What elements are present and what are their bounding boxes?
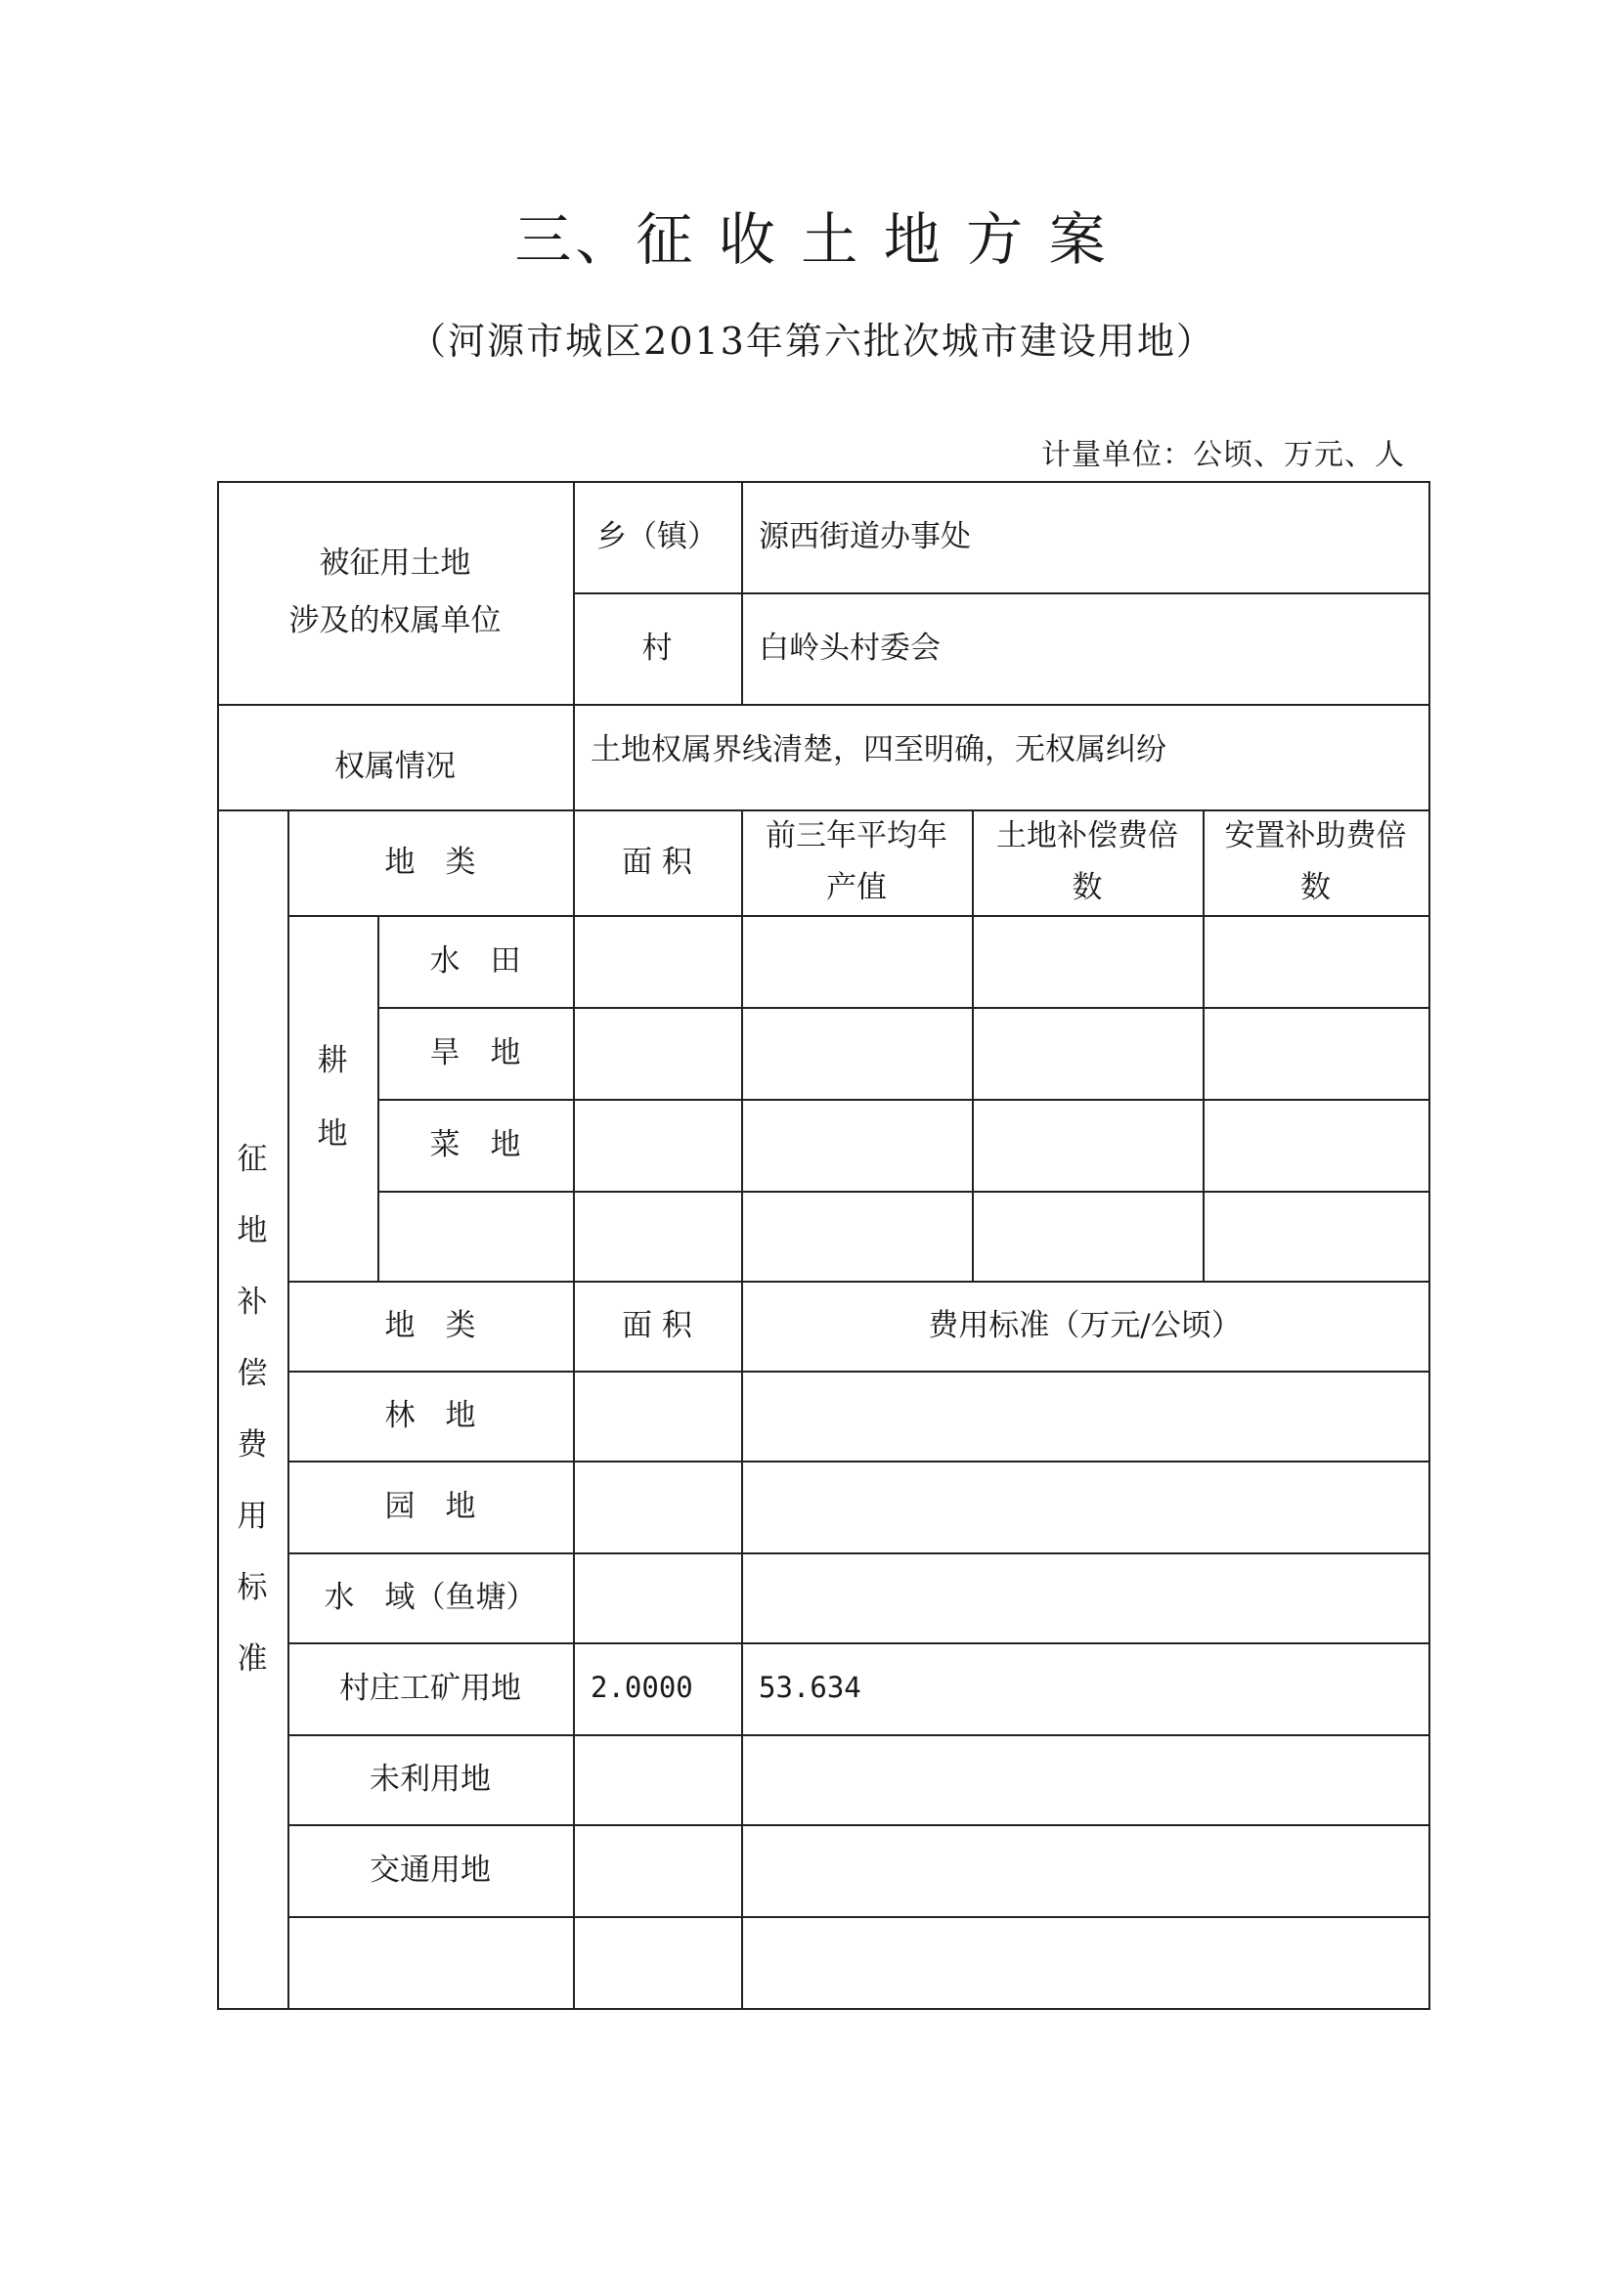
- land-row-name: 水 域（鱼塘）: [324, 1579, 537, 1615]
- village-label: 村: [641, 630, 673, 666]
- divider: [573, 809, 575, 2010]
- header-land-comp-line2: 数: [1072, 870, 1103, 905]
- header-area-2: 面 积: [622, 1307, 692, 1343]
- page-title: 三、征 收 土 地 方 案: [514, 206, 1110, 273]
- village-value: 白岭头村委会: [759, 630, 941, 666]
- land-row-area: 2.0000: [591, 1671, 693, 1705]
- compensation-side-label: [217, 809, 287, 2010]
- farmland-group-label: [287, 915, 377, 1281]
- land-row-name: 未利用地: [370, 1761, 491, 1797]
- header-fee-standard: 费用标准（万元/公顷）: [928, 1307, 1242, 1343]
- side-char: 偿: [237, 1356, 268, 1391]
- owner-section-label: [217, 481, 573, 704]
- table-border-bottom: [217, 2008, 1430, 2010]
- land-row-standard: 53.634: [759, 1671, 861, 1705]
- ownership-label: 权属情况: [334, 748, 456, 784]
- page-subtitle: （河源市城区2013年第六批次城市建设用地）: [409, 320, 1215, 363]
- header-resettle-line1: 安置补助费倍: [1224, 818, 1407, 854]
- side-char: 补: [237, 1285, 268, 1320]
- header-land-comp-line1: 土地补偿费倍: [996, 818, 1178, 854]
- side-char: 地: [237, 1213, 268, 1248]
- side-char: 准: [237, 1641, 268, 1677]
- land-row-name: 交通用地: [370, 1852, 491, 1888]
- header-resettlement: [1203, 809, 1428, 915]
- header-area: 面 积: [622, 844, 692, 880]
- farmland-char: 地: [317, 1116, 348, 1152]
- header-land-type: 地 类: [384, 844, 476, 880]
- land-row-name: 园 地: [384, 1488, 476, 1524]
- land-row-name: [287, 1916, 573, 2008]
- farmland-row-name: [377, 1191, 573, 1281]
- side-char: 用: [237, 1499, 268, 1534]
- owner-label-line2: 涉及的权属单位: [288, 603, 502, 638]
- farmland-row-name: 菜 地: [429, 1126, 521, 1162]
- side-char: 费: [237, 1427, 268, 1462]
- ownership-value: 土地权属界线清楚，四至明确，无权属纠纷: [591, 731, 1166, 767]
- town-value: 源西街道办事处: [759, 518, 971, 554]
- divider: [741, 809, 743, 2010]
- header-avg-output-line1: 前三年平均年: [766, 818, 947, 854]
- header-avg-output: [741, 809, 972, 915]
- farmland-row-name: 旱 地: [429, 1034, 521, 1070]
- farmland-char: 耕: [317, 1043, 348, 1078]
- farmland-row-name: 水 田: [429, 942, 521, 979]
- unit-note: 计量单位：公顷、万元、人: [1041, 438, 1405, 472]
- header-resettle-line2: 数: [1300, 870, 1331, 905]
- side-char: 标: [237, 1570, 268, 1605]
- land-row-name: 林 地: [384, 1397, 476, 1433]
- owner-label-line1: 被征用土地: [319, 546, 471, 582]
- table-border-right: [1428, 481, 1430, 2010]
- header-land-compensation: [972, 809, 1203, 915]
- land-row-name: 村庄工矿用地: [339, 1670, 521, 1706]
- side-char: 征: [237, 1142, 268, 1177]
- town-label: 乡（镇）: [596, 518, 718, 554]
- land-acquisition-form: [217, 481, 1430, 2010]
- header-avg-output-line2: 产值: [826, 870, 887, 905]
- header-land-type-2: 地 类: [384, 1307, 476, 1343]
